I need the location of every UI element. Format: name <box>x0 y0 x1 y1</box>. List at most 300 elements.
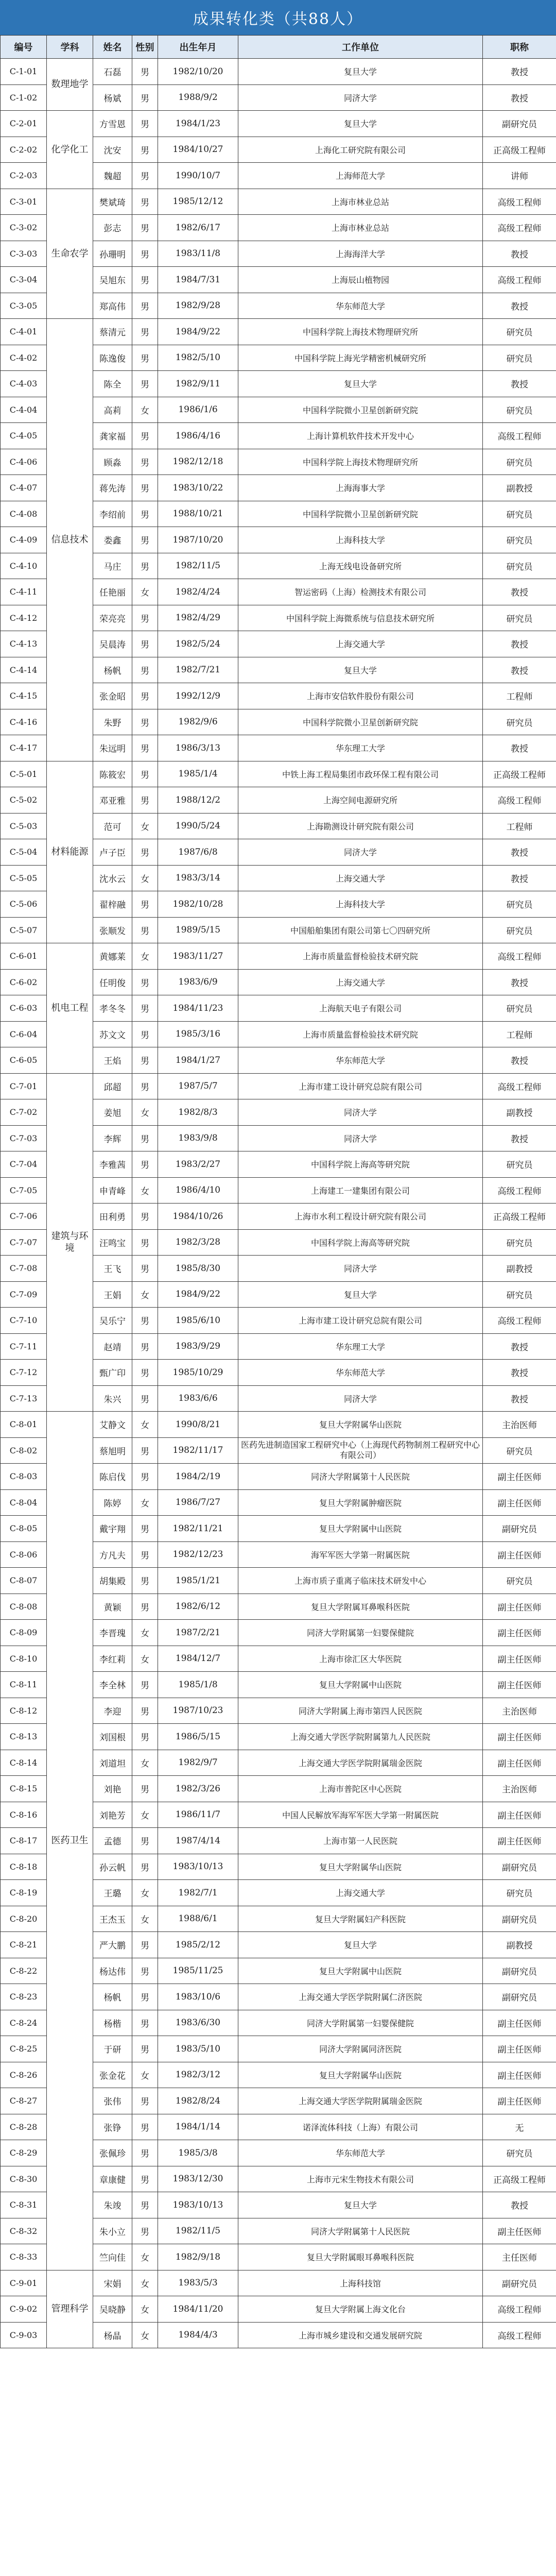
cell-birth: 1983/10/22 <box>158 475 238 501</box>
cell-unit: 中铁上海工程局集团市政环保工程有限公司 <box>238 761 483 787</box>
table-body <box>1 59 556 2348</box>
cell-gender: 女 <box>132 1177 158 1204</box>
cell-title: 研究员 <box>483 501 556 527</box>
cell-title: 副研究员 <box>483 1906 556 1932</box>
cell-title: 高级工程师 <box>483 1073 556 1099</box>
cell-title: 教授 <box>483 657 556 683</box>
cell-code: C-7-02 <box>1 1099 47 1126</box>
cell-unit: 华东理工大学 <box>238 1333 483 1360</box>
cell-title: 研究员 <box>483 397 556 423</box>
cell-name: 胡集殿 <box>93 1568 132 1594</box>
cell-name: 石磊 <box>93 59 132 85</box>
cell-gender: 男 <box>132 917 158 943</box>
cell-gender: 女 <box>132 1646 158 1672</box>
cell-code: C-8-08 <box>1 1594 47 1620</box>
cell-birth: 1982/11/5 <box>158 553 238 579</box>
cell-title: 研究员 <box>483 345 556 371</box>
cell-title: 研究员 <box>483 709 556 735</box>
cell-unit: 海军军医大学第一附属医院 <box>238 1541 483 1568</box>
cell-code: C-7-04 <box>1 1151 47 1178</box>
cell-name: 方凡夫 <box>93 1541 132 1568</box>
cell-name: 苏文文 <box>93 1021 132 1047</box>
cell-birth: 1984/12/7 <box>158 1646 238 1672</box>
cell-unit: 中国科学院上海高等研究院 <box>238 1151 483 1178</box>
cell-gender: 女 <box>132 813 158 839</box>
cell-name: 田利勇 <box>93 1204 132 1230</box>
cell-code: C-8-09 <box>1 1620 47 1646</box>
cell-gender: 男 <box>132 1958 158 1984</box>
cell-unit: 上海市安信软件股份有限公司 <box>238 683 483 709</box>
cell-title: 副研究员 <box>483 111 556 137</box>
cell-code: C-4-12 <box>1 605 47 631</box>
cell-unit: 上海交通大学医学院附属第九人民医院 <box>238 1724 483 1750</box>
cell-title: 研究员 <box>483 1281 556 1308</box>
cell-subject: 材料能源 <box>47 761 93 943</box>
cell-gender: 男 <box>132 761 158 787</box>
cell-birth: 1986/4/16 <box>158 423 238 449</box>
cell-code: C-2-01 <box>1 111 47 137</box>
cell-birth: 1986/11/7 <box>158 1802 238 1828</box>
cell-unit: 复旦大学附属肿瘤医院 <box>238 1489 483 1516</box>
cell-gender: 男 <box>132 605 158 631</box>
cell-code: C-8-04 <box>1 1489 47 1516</box>
cell-code: C-4-03 <box>1 371 47 397</box>
cell-code: C-8-20 <box>1 1906 47 1932</box>
cell-unit: 上海海事大学 <box>238 475 483 501</box>
cell-gender: 男 <box>132 657 158 683</box>
cell-birth: 1982/7/1 <box>158 1880 238 1906</box>
cell-gender: 男 <box>132 423 158 449</box>
cell-name: 孝冬冬 <box>93 995 132 1022</box>
cell-title: 副主任医师 <box>483 1620 556 1646</box>
cell-birth: 1985/3/16 <box>158 1021 238 1047</box>
cell-title: 高级工程师 <box>483 189 556 215</box>
cell-gender: 男 <box>132 1724 158 1750</box>
cell-gender: 男 <box>132 527 158 553</box>
header-name: 姓名 <box>93 36 132 59</box>
cell-code: C-4-10 <box>1 553 47 579</box>
cell-code: C-8-17 <box>1 1828 47 1854</box>
cell-code: C-3-01 <box>1 189 47 215</box>
cell-birth: 1988/9/2 <box>158 84 238 111</box>
cell-title: 高级工程师 <box>483 2322 556 2348</box>
cell-unit: 上海市林业总站 <box>238 215 483 241</box>
cell-birth: 1983/10/6 <box>158 1984 238 2010</box>
header-row <box>1 36 556 59</box>
cell-name: 吴乐宁 <box>93 1308 132 1334</box>
cell-code: C-8-33 <box>1 2244 47 2270</box>
cell-birth: 1982/3/12 <box>158 2062 238 2088</box>
cell-code: C-2-02 <box>1 137 47 163</box>
cell-name: 姜旭 <box>93 1099 132 1126</box>
table-title <box>0 0 556 35</box>
cell-gender: 男 <box>132 241 158 267</box>
cell-name: 荣亮亮 <box>93 605 132 631</box>
cell-birth: 1987/5/7 <box>158 1073 238 1099</box>
cell-title: 副主任医师 <box>483 1646 556 1672</box>
cell-name: 黄娜莱 <box>93 943 132 970</box>
cell-unit: 上海市城乡建设和交通发展研究院 <box>238 2322 483 2348</box>
cell-unit: 同济大学 <box>238 1099 483 1126</box>
cell-name: 刘艳 <box>93 1776 132 1802</box>
awardees-table <box>0 35 556 2348</box>
cell-code: C-8-06 <box>1 1541 47 1568</box>
cell-name: 蔡旭明 <box>93 1437 132 1464</box>
cell-unit: 复旦大学 <box>238 2192 483 2218</box>
cell-title: 研究员 <box>483 995 556 1022</box>
cell-name: 吴晨涛 <box>93 631 132 657</box>
cell-title: 正高级工程师 <box>483 2166 556 2192</box>
table-row <box>1 319 556 345</box>
cell-name: 卢子臣 <box>93 839 132 866</box>
cell-birth: 1983/9/29 <box>158 1333 238 1360</box>
cell-unit: 复旦大学附属中山医院 <box>238 1516 483 1542</box>
cell-name: 张佩珍 <box>93 2140 132 2166</box>
cell-title: 副主任医师 <box>483 1464 556 1490</box>
cell-gender: 男 <box>132 969 158 995</box>
cell-name: 朱小立 <box>93 2218 132 2244</box>
cell-subject: 机电工程 <box>47 943 93 1074</box>
cell-unit: 中国科学院上海光学精密机械研究所 <box>238 345 483 371</box>
cell-title: 正高级工程师 <box>483 761 556 787</box>
cell-code: C-8-27 <box>1 2088 47 2114</box>
cell-unit: 上海市质子重离子临床技术研发中心 <box>238 1568 483 1594</box>
cell-gender: 女 <box>132 865 158 891</box>
cell-gender: 女 <box>132 2322 158 2348</box>
cell-name: 龚家福 <box>93 423 132 449</box>
cell-gender: 女 <box>132 1281 158 1308</box>
cell-gender: 女 <box>132 1099 158 1126</box>
cell-birth: 1992/12/9 <box>158 683 238 709</box>
cell-name: 李雅茜 <box>93 1151 132 1178</box>
cell-code: C-4-08 <box>1 501 47 527</box>
cell-name: 邓亚雅 <box>93 787 132 814</box>
cell-subject: 生命农学 <box>47 189 93 319</box>
cell-code: C-7-11 <box>1 1333 47 1360</box>
cell-code: C-5-03 <box>1 813 47 839</box>
cell-unit: 上海交通大学医学院附属瑞金医院 <box>238 2088 483 2114</box>
table-row <box>1 1073 556 1099</box>
cell-name: 李全林 <box>93 1672 132 1698</box>
cell-code: C-4-04 <box>1 397 47 423</box>
header-subject: 学科 <box>47 36 93 59</box>
cell-unit: 上海交通大学 <box>238 969 483 995</box>
cell-code: C-4-17 <box>1 735 47 761</box>
cell-code: C-7-01 <box>1 1073 47 1099</box>
cell-unit: 上海交通大学 <box>238 631 483 657</box>
cell-name: 汪鸣宝 <box>93 1229 132 1256</box>
cell-birth: 1985/12/12 <box>158 189 238 215</box>
cell-birth: 1984/1/14 <box>158 2114 238 2140</box>
cell-gender: 男 <box>132 371 158 397</box>
cell-birth: 1990/10/7 <box>158 163 238 189</box>
cell-code: C-9-01 <box>1 2270 47 2296</box>
cell-title: 教授 <box>483 1047 556 1074</box>
cell-birth: 1987/2/21 <box>158 1620 238 1646</box>
cell-code: C-7-10 <box>1 1308 47 1334</box>
cell-code: C-8-16 <box>1 1802 47 1828</box>
table-row <box>1 111 556 137</box>
cell-gender: 男 <box>132 267 158 293</box>
cell-birth: 1983/11/8 <box>158 241 238 267</box>
table-row <box>1 2270 556 2296</box>
cell-unit: 华东师范大学 <box>238 1360 483 1386</box>
cell-title: 工程师 <box>483 683 556 709</box>
cell-unit: 中国科学院微小卫星创新研究院 <box>238 397 483 423</box>
cell-gender: 男 <box>132 1151 158 1178</box>
cell-name: 陈婷 <box>93 1489 132 1516</box>
cell-gender: 女 <box>132 2270 158 2296</box>
cell-code: C-4-14 <box>1 657 47 683</box>
cell-name: 王飞 <box>93 1256 132 1282</box>
cell-code: C-8-11 <box>1 1672 47 1698</box>
cell-birth: 1984/10/26 <box>158 1204 238 1230</box>
cell-name: 刘国根 <box>93 1724 132 1750</box>
cell-code: C-8-07 <box>1 1568 47 1594</box>
cell-unit: 华东师范大学 <box>238 2140 483 2166</box>
cell-gender: 男 <box>132 84 158 111</box>
cell-birth: 1984/9/22 <box>158 1281 238 1308</box>
cell-title: 主任医师 <box>483 2244 556 2270</box>
cell-title: 教授 <box>483 969 556 995</box>
cell-code: C-7-08 <box>1 1256 47 1282</box>
cell-title: 研究员 <box>483 1880 556 1906</box>
cell-code: C-4-09 <box>1 527 47 553</box>
cell-name: 刘道坦 <box>93 1750 132 1776</box>
cell-title: 教授 <box>483 371 556 397</box>
cell-title: 研究员 <box>483 1151 556 1178</box>
cell-birth: 1984/10/27 <box>158 137 238 163</box>
cell-title: 教授 <box>483 84 556 111</box>
cell-gender: 男 <box>132 1594 158 1620</box>
cell-birth: 1983/2/27 <box>158 1151 238 1178</box>
cell-name: 陈逸俊 <box>93 345 132 371</box>
cell-unit: 上海师范大学 <box>238 163 483 189</box>
cell-unit: 上海辰山植物园 <box>238 267 483 293</box>
cell-title: 副研究员 <box>483 1854 556 1880</box>
cell-code: C-8-12 <box>1 1698 47 1724</box>
cell-title: 高级工程师 <box>483 423 556 449</box>
cell-birth: 1985/1/8 <box>158 1672 238 1698</box>
cell-code: C-9-03 <box>1 2322 47 2348</box>
cell-name: 沈水云 <box>93 865 132 891</box>
cell-birth: 1983/10/13 <box>158 1854 238 1880</box>
cell-name: 杨帆 <box>93 657 132 683</box>
cell-name: 李辉 <box>93 1125 132 1151</box>
cell-name: 娄鑫 <box>93 527 132 553</box>
cell-name: 方雪恩 <box>93 111 132 137</box>
cell-unit: 华东理工大学 <box>238 735 483 761</box>
cell-birth: 1983/9/8 <box>158 1125 238 1151</box>
cell-code: C-8-15 <box>1 1776 47 1802</box>
cell-name: 甄广印 <box>93 1360 132 1386</box>
cell-unit: 复旦大学附属华山医院 <box>238 2062 483 2088</box>
cell-title: 正高级工程师 <box>483 1204 556 1230</box>
cell-name: 朱竣 <box>93 2192 132 2218</box>
cell-title: 研究员 <box>483 527 556 553</box>
cell-name: 赵靖 <box>93 1333 132 1360</box>
cell-code: C-4-07 <box>1 475 47 501</box>
cell-unit: 上海市徐汇区大华医院 <box>238 1646 483 1672</box>
cell-code: C-5-04 <box>1 839 47 866</box>
cell-title: 副主任医师 <box>483 2088 556 2114</box>
cell-gender: 男 <box>132 345 158 371</box>
cell-code: C-6-01 <box>1 943 47 970</box>
cell-code: C-8-28 <box>1 2114 47 2140</box>
cell-unit: 智运密码（上海）检测技术有限公司 <box>238 579 483 605</box>
cell-title: 副研究员 <box>483 2270 556 2296</box>
cell-name: 王璐 <box>93 1880 132 1906</box>
cell-birth: 1982/9/18 <box>158 2244 238 2270</box>
cell-gender: 男 <box>132 2192 158 2218</box>
cell-subject: 建筑与环境 <box>47 1073 93 1412</box>
cell-code: C-8-25 <box>1 2036 47 2062</box>
cell-birth: 1983/5/10 <box>158 2036 238 2062</box>
cell-unit: 中国科学院上海技术物理研究所 <box>238 319 483 345</box>
cell-name: 杨楷 <box>93 2010 132 2036</box>
cell-name: 张金昭 <box>93 683 132 709</box>
cell-unit: 诺泽流体科技（上海）有限公司 <box>238 2114 483 2140</box>
cell-name: 魏超 <box>93 163 132 189</box>
cell-unit: 上海交通大学 <box>238 1880 483 1906</box>
cell-name: 王焰 <box>93 1047 132 1074</box>
cell-birth: 1982/9/7 <box>158 1750 238 1776</box>
cell-birth: 1982/10/28 <box>158 891 238 918</box>
cell-name: 李绍前 <box>93 501 132 527</box>
cell-name: 范可 <box>93 813 132 839</box>
cell-name: 任艳丽 <box>93 579 132 605</box>
table-row <box>1 943 556 970</box>
cell-birth: 1984/11/23 <box>158 995 238 1022</box>
cell-gender: 男 <box>132 1256 158 1282</box>
cell-gender: 男 <box>132 2036 158 2062</box>
cell-unit: 复旦大学附属妇产科医院 <box>238 1906 483 1932</box>
cell-unit: 同济大学 <box>238 1125 483 1151</box>
cell-birth: 1986/7/27 <box>158 1489 238 1516</box>
cell-title: 主治医师 <box>483 1698 556 1724</box>
cell-unit: 中国人民解放军海军军医大学第一附属医院 <box>238 1802 483 1828</box>
cell-unit: 上海市建工设计研究总院有限公司 <box>238 1308 483 1334</box>
cell-unit: 中国科学院上海技术物理研究所 <box>238 449 483 475</box>
cell-title: 教授 <box>483 293 556 319</box>
cell-code: C-7-13 <box>1 1385 47 1412</box>
cell-unit: 上海无线电设备研究所 <box>238 553 483 579</box>
cell-title: 副主任医师 <box>483 1802 556 1828</box>
header-title: 职称 <box>483 36 556 59</box>
cell-name: 朱远明 <box>93 735 132 761</box>
cell-unit: 复旦大学 <box>238 1932 483 1958</box>
cell-unit: 上海市普陀区中心医院 <box>238 1776 483 1802</box>
cell-code: C-4-06 <box>1 449 47 475</box>
cell-code: C-7-06 <box>1 1204 47 1230</box>
cell-gender: 男 <box>132 1464 158 1490</box>
cell-birth: 1983/11/27 <box>158 943 238 970</box>
cell-name: 王娟 <box>93 1281 132 1308</box>
cell-birth: 1985/2/12 <box>158 1932 238 1958</box>
cell-birth: 1985/8/30 <box>158 1256 238 1282</box>
cell-unit: 上海建工一建集团有限公司 <box>238 1177 483 1204</box>
cell-name: 张伟 <box>93 2088 132 2114</box>
cell-gender: 男 <box>132 1437 158 1464</box>
cell-title: 副主任医师 <box>483 2010 556 2036</box>
cell-code: C-5-07 <box>1 917 47 943</box>
cell-birth: 1982/9/28 <box>158 293 238 319</box>
cell-title: 研究员 <box>483 891 556 918</box>
cell-code: C-4-15 <box>1 683 47 709</box>
cell-unit: 同济大学附属第一妇婴保健院 <box>238 1620 483 1646</box>
cell-gender: 男 <box>132 1385 158 1412</box>
cell-code: C-6-05 <box>1 1047 47 1074</box>
cell-code: C-8-32 <box>1 2218 47 2244</box>
cell-title: 研究员 <box>483 319 556 345</box>
cell-birth: 1986/4/10 <box>158 1177 238 1204</box>
cell-birth: 1985/1/21 <box>158 1568 238 1594</box>
cell-code: C-8-03 <box>1 1464 47 1490</box>
cell-name: 杨晶 <box>93 2322 132 2348</box>
cell-code: C-8-02 <box>1 1437 47 1464</box>
cell-birth: 1986/1/6 <box>158 397 238 423</box>
cell-gender: 男 <box>132 553 158 579</box>
cell-birth: 1982/12/23 <box>158 1541 238 1568</box>
cell-title: 工程师 <box>483 1021 556 1047</box>
cell-title: 副主任医师 <box>483 1828 556 1854</box>
cell-gender: 男 <box>132 1125 158 1151</box>
cell-gender: 男 <box>132 475 158 501</box>
cell-unit: 复旦大学 <box>238 59 483 85</box>
cell-unit: 上海市建工设计研究总院有限公司 <box>238 1073 483 1099</box>
cell-title: 讲师 <box>483 163 556 189</box>
cell-gender: 男 <box>132 1333 158 1360</box>
cell-gender: 女 <box>132 1620 158 1646</box>
cell-code: C-5-02 <box>1 787 47 814</box>
cell-code: C-1-01 <box>1 59 47 85</box>
cell-gender: 女 <box>132 2244 158 2270</box>
cell-subject: 信息技术 <box>47 319 93 761</box>
table-row <box>1 761 556 787</box>
cell-gender: 男 <box>132 1204 158 1230</box>
cell-birth: 1988/10/21 <box>158 501 238 527</box>
cell-birth: 1990/5/24 <box>158 813 238 839</box>
cell-gender: 男 <box>132 709 158 735</box>
cell-code: C-3-05 <box>1 293 47 319</box>
cell-code: C-4-11 <box>1 579 47 605</box>
cell-gender: 男 <box>132 1672 158 1698</box>
cell-code: C-8-26 <box>1 2062 47 2088</box>
cell-code: C-8-13 <box>1 1724 47 1750</box>
cell-gender: 男 <box>132 2140 158 2166</box>
cell-name: 章康健 <box>93 2166 132 2192</box>
cell-code: C-7-07 <box>1 1229 47 1256</box>
cell-gender: 男 <box>132 293 158 319</box>
cell-unit: 中国船舶集团有限公司第七〇四研究所 <box>238 917 483 943</box>
cell-unit: 同济大学 <box>238 1256 483 1282</box>
cell-gender: 男 <box>132 2010 158 2036</box>
cell-gender: 男 <box>132 1984 158 2010</box>
cell-gender: 女 <box>132 943 158 970</box>
cell-code: C-8-18 <box>1 1854 47 1880</box>
cell-birth: 1982/4/24 <box>158 579 238 605</box>
cell-gender: 男 <box>132 1229 158 1256</box>
cell-gender: 男 <box>132 1932 158 1958</box>
cell-subject: 数理地学 <box>47 59 93 111</box>
cell-name: 李晋瑰 <box>93 1620 132 1646</box>
cell-title: 副教授 <box>483 1932 556 1958</box>
cell-name: 杨达伟 <box>93 1958 132 1984</box>
cell-name: 孟德 <box>93 1828 132 1854</box>
cell-code: C-5-05 <box>1 865 47 891</box>
cell-birth: 1985/3/8 <box>158 2140 238 2166</box>
cell-name: 黄颖 <box>93 1594 132 1620</box>
